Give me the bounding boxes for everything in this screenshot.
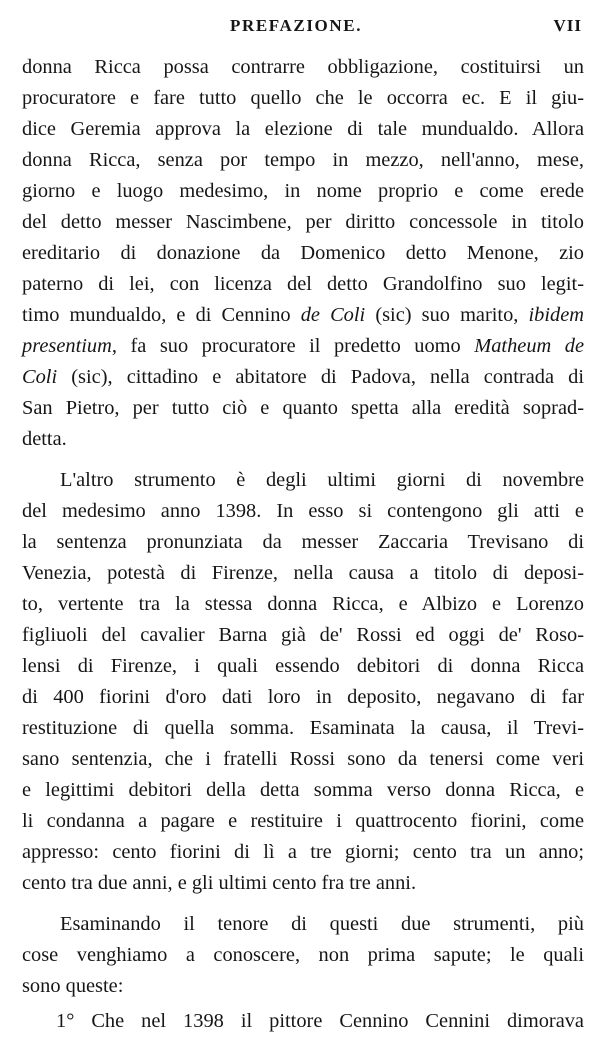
text-line: Esaminando il tenore di questi due strumenti, più xyxy=(60,913,584,935)
text-line: del detto messer Nascimbene, per diritto concessole in titolo xyxy=(22,211,584,233)
paragraph-4 xyxy=(22,1006,584,1037)
text-line: donna Ricca, senza por tempo in mezzo, nell'anno, mese, xyxy=(22,149,584,171)
text-line: paterno di lei, con licenza del detto Grandolfino suo legit- xyxy=(22,273,584,295)
page-header xyxy=(0,16,596,38)
text-line: detta. xyxy=(22,428,67,450)
text-line: figliuoli del cavalier Barna già de' Rossi ed oggi de' Roso- xyxy=(22,624,584,646)
body-text xyxy=(22,52,584,1037)
text-line: timo mundualdo, e di Cennino de Coli (sic) suo marito, ibidem xyxy=(22,304,584,326)
text-line: li condanna a pagare e restituire i quattrocento fiorini, come xyxy=(22,810,584,832)
text-line: procuratore e fare tutto quello che le occorra ec. E il giu- xyxy=(22,87,584,109)
paragraph-3 xyxy=(22,909,584,1002)
text-line: e legittimi debitori della detta somma verso donna Ricca, e xyxy=(22,779,584,801)
paragraph-1 xyxy=(22,52,584,455)
text-line: la sentenza pronunziata da messer Zaccaria Trevisano di xyxy=(22,531,584,553)
text-line: di 400 fiorini d'oro dati loro in deposito, negavano di far xyxy=(22,686,584,708)
text-line: Venezia, potestà di Firenze, nella causa a titolo di deposi- xyxy=(22,562,584,584)
text-line: cento tra due anni, e gli ultimi cento fra tre anni. xyxy=(22,872,417,894)
text-line: ereditario di donazione da Domenico detto Menone, zio xyxy=(22,242,584,264)
text-line: sono queste: xyxy=(22,975,124,997)
text-line: giorno e luogo medesimo, in nome proprio e come erede xyxy=(22,180,584,202)
text-line: sano sentenzia, che i fratelli Rossi sono da tenersi come veri xyxy=(22,748,584,770)
text-line: del medesimo anno 1398. In esso si contengono gli atti e xyxy=(22,500,584,522)
text-line: lensi di Firenze, i quali essendo debitori di donna Ricca xyxy=(22,655,584,677)
text-line: L'altro strumento è degli ultimi giorni di novembre xyxy=(60,469,584,491)
text-line: appresso: cento fiorini di lì a tre giorni; cento tra un anno; xyxy=(22,841,584,863)
text-line: dice Geremia approva la elezione di tale mundualdo. Allora xyxy=(22,118,584,140)
text-line: Coli (sic), cittadino e abitatore di Padova, nella contrada di xyxy=(22,366,584,388)
text-line: restituzione di quella somma. Esaminata la causa, il Trevi- xyxy=(22,717,584,739)
running-head: PREFAZIONE. xyxy=(230,16,363,35)
text-line: donna Ricca possa contrarre obbligazione, costituirsi un xyxy=(22,56,584,78)
text-line: to, vertente tra la stessa donna Ricca, e Albizo e Lorenzo xyxy=(22,593,584,615)
paragraph-2 xyxy=(22,465,584,899)
text-line: cose venghiamo a conoscere, non prima sapute; le quali xyxy=(22,944,584,966)
text-line: presentium, fa suo procuratore il predetto uomo Matheum de xyxy=(22,335,585,357)
page-number: VII xyxy=(553,16,582,35)
text-line: 1° Che nel 1398 il pittore Cennino Cennini dimorava xyxy=(56,1010,584,1032)
text-line: San Pietro, per tutto ciò e quanto spetta alla eredità soprad- xyxy=(22,397,584,419)
